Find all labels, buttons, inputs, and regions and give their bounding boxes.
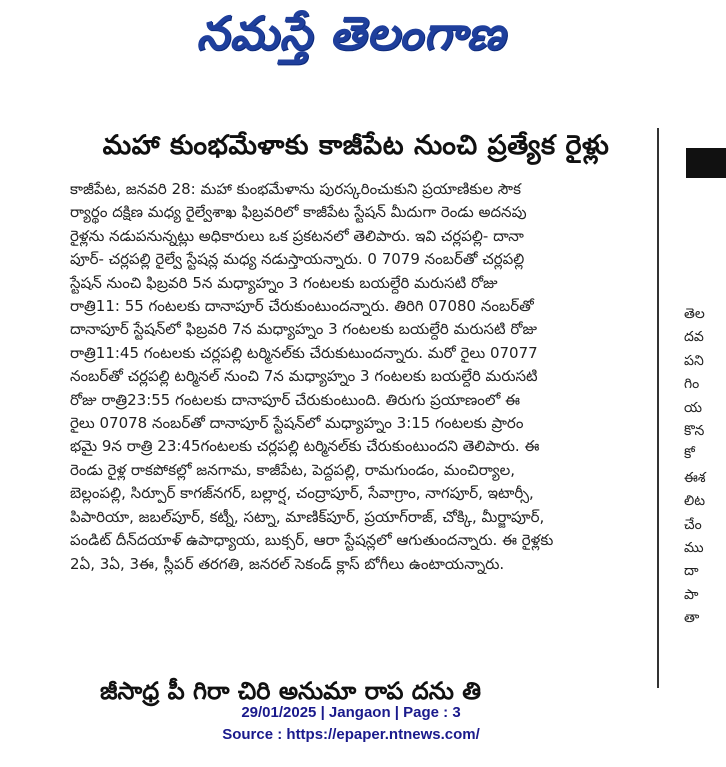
article-body-line: ర్యార్థం దక్షిణ మధ్య రైల్వేశాఖ ఫిబ్రవరిలో కాజీపేట స్టేషన్ మీదుగా రెండు అదనపు [70,203,527,222]
side-column-text-fragment: య [684,399,703,416]
footer [0,702,702,746]
article-body-line: పిపారియా, జబల్‌పూర్, కట్నీ, సట్నా, మాణిక్‌పూర్, ప్రయాగ్‌రాజ్, చోక్కి, మీర్జాపూర్, [70,507,545,526]
side-column-text-fragment: లిట [684,493,706,510]
side-headline-block [686,148,726,178]
article-body-line: పండిట్ దీన్‌దయాళ్ ఉపాధ్యాయ, బుక్సర్, ఆరా స్టేషన్లలో ఆగుతుందన్నారు. ఈ రైళ్లకు [70,531,554,550]
side-column-text-fragment: చేం [684,516,702,533]
article-body-line: రైళ్లను నడుపనున్నట్లు అధికారులు ఒక ప్రకటనలో తెలిపారు. ఇవి చర్లపల్లి- దానా [70,226,524,245]
article-body-line: రైలు 07078 నంబర్‌తో దానాపూర్ స్టేషన్‌లో మధ్యాహ్నం 3:15 గంటలకు ప్రారం [70,414,524,433]
side-column-text-fragment: ఈశ [684,469,706,486]
next-article-headline-partial: జీసాధ్ర పీ గిరా చిరి అనుమా రాప దను తి [100,676,481,705]
article-body-line: స్టేషన్ నుంచి ఫిబ్రవరి 5న మధ్యాహ్నం 3 గంటలకు బయల్దేరి మరుసటి రోజు [70,273,498,292]
article-clipping [60,118,652,705]
side-column-fragment [672,128,706,688]
article-body-line: దానాపూర్ స్టేషన్‌లో ఫిబ్రవరి 7న మధ్యాహ్నం 3 గంటలకు బయల్దేరి మరుసటి రోజు [70,320,537,339]
masthead [0,0,702,78]
side-column-text-fragment: గిం [684,376,700,393]
article-body [70,178,646,576]
article-body-line: రాత్రి11: 55 గంటలకు దానాపూర్ చేరుకుంటుందన్నారు. తిరిగి 07080 నంబర్‌తో [70,297,534,316]
article-body-line: రెండు రైళ్ల రాకపోకల్లో జనగామ, కాజీపేట, పెద్దపల్లి, రామగుండం, మంచిర్యాల, [70,460,516,479]
footer-source: Source : https://epaper.ntnews.com/ [222,726,480,743]
article-body-line: కాజీపేట, జనవరి 28: మహా కుంభమేళాను పురస్కరించుకుని ప్రయాణికుల సౌక [70,180,521,198]
side-column-text-fragment: కో [684,446,695,463]
article-body-line: బెల్లంపల్లి, సిర్పూర్ కాగజ్‌నగర్, బల్లార్ష, చంద్రాపూర్, సేవాగ్రాం, నాగపూర్, ఇటార్సీ, [70,484,534,503]
article-body-line: భమై 9న రాత్రి 23:45గంటలకు చర్లపల్లి టర్మినల్‌కు చేరుకుంటుందని తెలిపారు. ఈ [70,437,540,456]
side-column-text-fragment: తా [684,610,700,627]
side-column-text-fragment: కొన [684,423,705,439]
side-column-text-fragment: ము [684,540,704,556]
article-body-line: పూర్- చర్లపల్లి రైల్వే స్టేషన్ల మధ్య నడుస్తాయన్నారు. 0 7079 నంబర్‌తో చర్లపల్లి [70,250,525,269]
article-body-line: రాత్రి11:45 గంటలకు చర్లపల్లి టర్మినల్‌కు చేరుకుటుందన్నారు. మరో రైలు 07077 [70,343,538,362]
side-column-text-fragment: పా [684,586,699,603]
side-column-text-fragment: తెల [684,306,705,322]
newspaper-logo: నమస్తే తెలంగాణ [196,6,506,60]
article-body-line: నంబర్‌తో చర్లపల్లి టర్మినల్ నుంచి 7న మధ్యాహ్నం 3 గంటలకు బయల్దేరి మరుసటి [70,367,538,386]
side-column-text-fragment: పని [684,352,704,369]
article-body-line: రోజు రాత్రి23:55 గంటలకు దానాపూర్ చేరుకుంటుంది. తిరుగు ప్రయాణంలో ఈ [70,390,521,409]
article-headline: మహా కుంభమేళాకు కాజీపేట నుంచి ప్రత్యేక రైళ్లు [102,130,610,161]
side-column-text-fragment: దా [684,563,699,580]
footer-date-edition: 29/01/2025 | Jangaon | Page : 3 [241,704,461,721]
article-body-line: 2ఏ, 3ఏ, 3ఈ, స్లీపర్ తరగతి, జనరల్ సెకండ్ క్లాస్ బోగీలు ఉంటాయన్నారు. [70,554,505,573]
side-column-text-fragment: దవ [684,329,704,346]
column-divider [657,128,659,688]
